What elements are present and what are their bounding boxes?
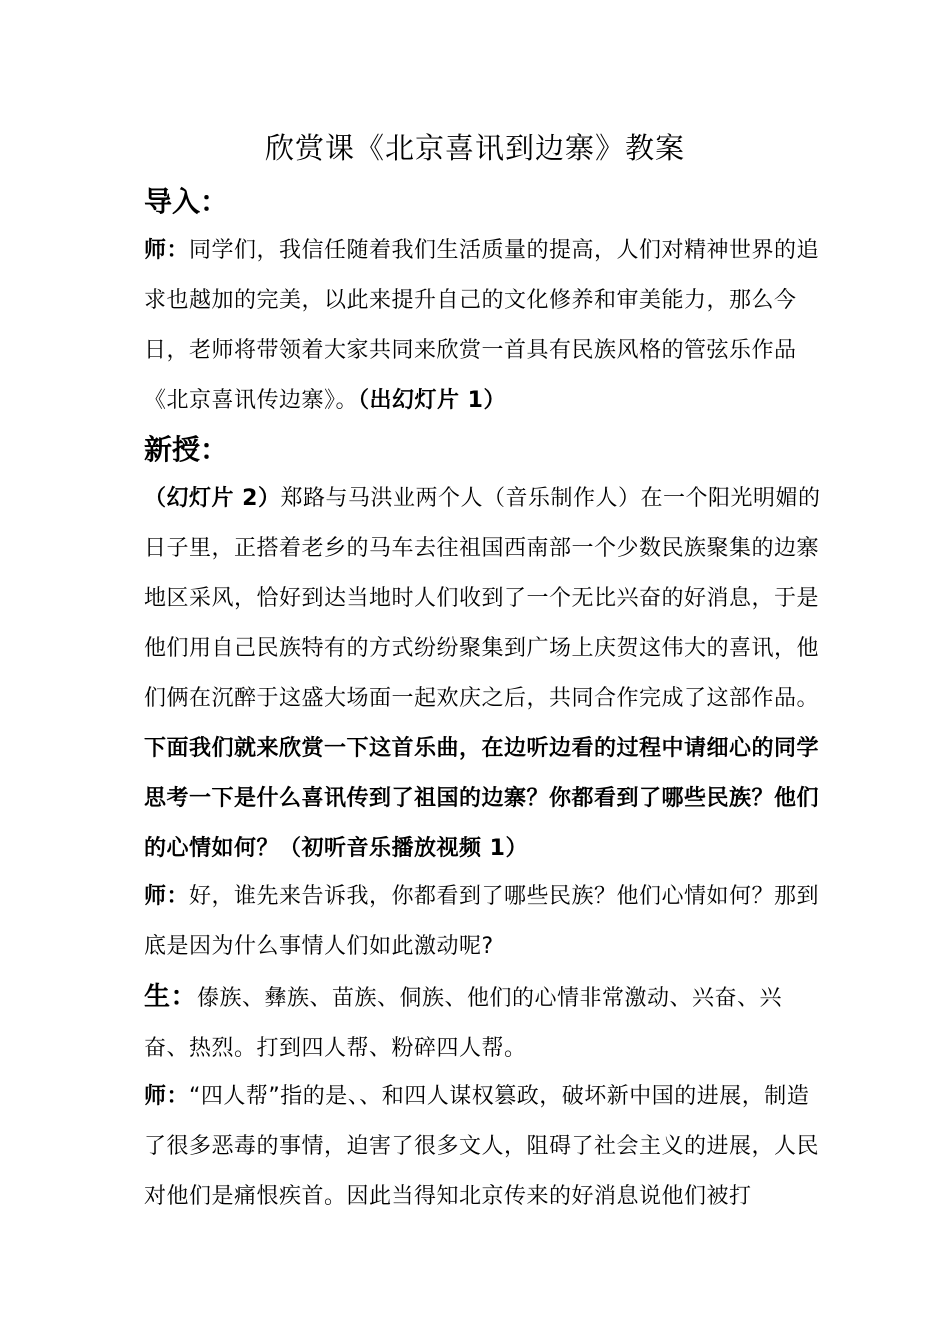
speaker-label: 师：	[144, 1084, 190, 1109]
paragraph-text: 郑路与马洪业两个人（音乐制作人）在一个阳光明媚的日子里，正搭着老乡的马车去往祖国西南部一个少数民族聚集的边寨地区采风，恰好到达当地时人们收到了一个无比兴奋的好消息，于是他们用自己民族特有的方式纷纷聚集到广场上庆贺这伟大的喜讯，他们俩在沉醉于这盛大场面一起欢庆之后，共同合作完成了这部作品。	[144, 486, 821, 711]
paragraph-text: 好，谁先来告诉我，你都看到了哪些民族？他们心情如何？那到底是因为什么事情人们如此激动呢?	[144, 884, 820, 959]
speaker-label: 生：	[144, 982, 198, 1012]
paragraph-text: 傣族、彝族、苗族、侗族、他们的心情非常激动、兴奋、兴奋、热烈。打到四人帮、粉碎四人帮。	[144, 986, 783, 1061]
speaker-label: 师：	[144, 884, 190, 909]
paragraph-background	[144, 474, 824, 874]
paragraph-text: “四人帮”指的是、、和四人谋权篡政，破坏新中国的进展，制造了很多恶毒的事情，迫害了很多文人，阻碍了社会主义的进展，人民对他们是痛恨疾首。因此当得知北京传来的好消息说他们被打	[144, 1084, 820, 1209]
slide-note: （出幻灯片 1）	[358, 388, 506, 413]
paragraph-bold-text: 下面我们就来欣赏一下这首乐曲，在边听边看的过程中请细心的同学思考一下是什么喜讯传到了祖国的边寨？你都看到了哪些民族？他们的心情如何？（初听音乐播放视频 1）	[144, 736, 820, 861]
paragraph-text: 同学们，我信任随着我们生活质量的提高，人们对精神世界的追求也越加的完美，以此来提升自己的文化修养和审美能力，那么今日，老师将带领着大家共同来欣赏一首具有民族风格的管弦乐作品《北京喜讯传边寨》。	[144, 238, 820, 413]
speaker-label: 师：	[144, 238, 190, 263]
slide-note: （幻灯片 2）	[144, 486, 281, 511]
section-heading-new-lesson: 新授：	[144, 433, 229, 466]
document-title: 欣赏课《北京喜讯到边寨》教案	[264, 131, 685, 165]
paragraph-teacher-explanation	[144, 1072, 824, 1222]
paragraph-teacher-question	[144, 872, 824, 972]
paragraph-student-answer	[144, 972, 824, 1074]
paragraph-intro	[144, 226, 824, 426]
section-heading-intro: 导入：	[144, 185, 229, 218]
